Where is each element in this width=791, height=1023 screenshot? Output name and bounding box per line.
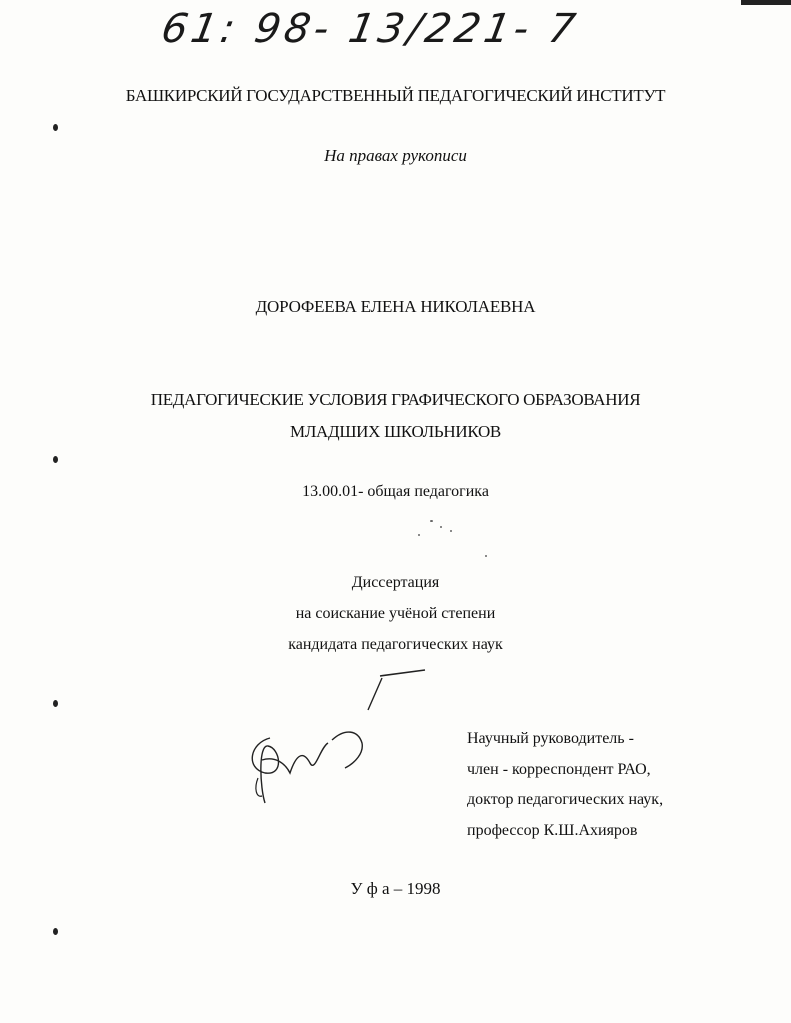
institute-name: БАШКИРСКИЙ ГОСУДАРСТВЕННЫЙ ПЕДАГОГИЧЕСКИЙ ИНСТИТУТ: [125, 86, 666, 105]
binder-dot: [53, 124, 58, 131]
degree-name: кандидата педагогических наук: [288, 636, 503, 653]
thesis-title-line-1: ПЕДАГОГИЧЕСКИЕ УСЛОВИЯ ГРАФИЧЕСКОГО ОБРАЗОВАНИЯ: [150, 390, 641, 409]
author-name: ДОРОФЕЕВА ЕЛЕНА НИКОЛАЕВНА: [255, 297, 536, 316]
rights-note: На правах рукописи: [324, 146, 467, 165]
handwritten-catalog-code: 61: 98- 13/221- 7: [157, 6, 583, 52]
scan-speck: [430, 520, 433, 522]
scientific-advisor-block: [467, 724, 663, 846]
scan-speck: [485, 555, 487, 557]
specialty-code: 13.00.01- общая педагогика: [302, 483, 489, 500]
scan-speck: [418, 534, 420, 536]
binder-dot: [53, 928, 58, 935]
signature-stroke-end: [332, 732, 362, 768]
signature-stroke-top: [380, 670, 425, 676]
scan-speck: [440, 526, 442, 528]
dissertation-label: Диссертация: [351, 574, 440, 591]
thesis-title-line-2: МЛАДШИХ ШКОЛЬНИКОВ: [290, 422, 501, 441]
scan-speck: [450, 530, 452, 532]
advisor-line-1: Научный руководитель -: [467, 730, 634, 747]
degree-purpose: на соискание учёной степени: [295, 605, 496, 622]
signature-icon: [240, 668, 440, 818]
advisor-line-4: профессор К.Ш.Ахияров: [467, 821, 638, 839]
signature-stroke-slash: [368, 678, 382, 710]
scan-edge-mark: [741, 0, 791, 5]
city-year: У ф а – 1998: [350, 879, 441, 898]
advisor-line-3: доктор педагогических наук,: [467, 791, 664, 808]
advisor-line-2: член - корреспондент РАО,: [467, 760, 651, 778]
binder-dot: [53, 456, 58, 463]
binder-dot: [53, 700, 58, 707]
